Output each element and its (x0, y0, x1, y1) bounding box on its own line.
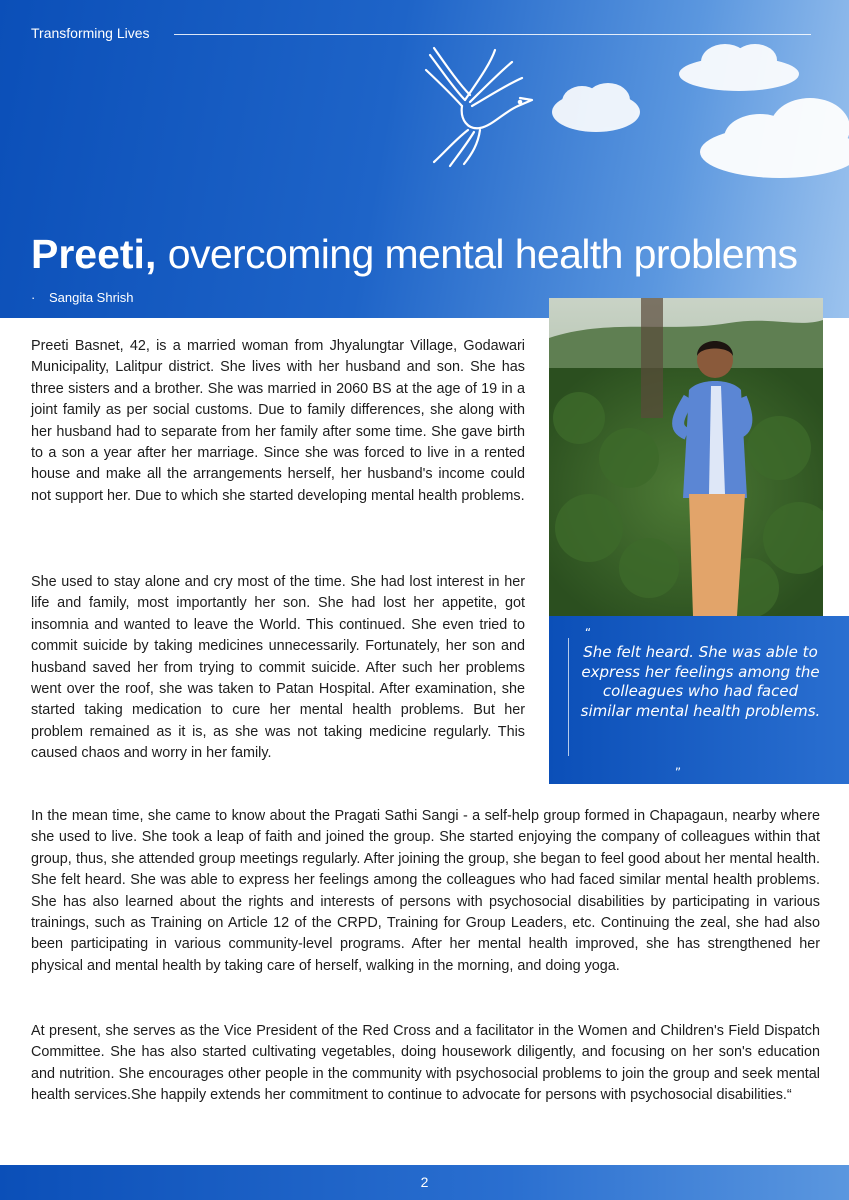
quote-text: She felt heard. She was able to express her feelings among the colleagues who had faced similar mental health problems. (580, 643, 821, 720)
portrait-photo (549, 298, 823, 616)
body-paragraph: She used to stay alone and cry most of the time. She had lost interest in her life and family, most importantly her son. She had lost her appetite, got insomnia and wanted to leave the World. This continued. She even tried to commit suicide by taking medicines unnecessarily. Fortunately, her son and husband saved her from trying to commit suicide. After such her problems went over the roof, she was taken to Patan Hospital. After examination, she started taking medication to cure her mental health problems. But her problem remained as it is, as she was not taking medicine regularly. This caused chaos and worry in her family. (31, 574, 525, 762)
author-name: Sangita Shrish (48, 290, 134, 305)
header-banner (0, 0, 849, 318)
quote-open-icon: “ (584, 626, 592, 640)
pull-quote (549, 616, 849, 784)
cloud-icon (548, 80, 644, 138)
title-name: Preeti, (31, 231, 157, 277)
body-paragraph: Preeti Basnet, 42, is a married woman from Jhyalungtar Village, Godawari Municipality, Lalitpur district. She lives with her husband and son. She has three sisters and a brother. She was married in 2060 BS at the age of 19 in a joint family as per social customs. Due to family differences, she along with her husband had to separate from her family after some time. She gave birth to a son a year after her marriage. Since she was forced to live in a rented house and make all the arrangements herself, her husband's income could not support her. Due to which she started developing mental health problems. (31, 338, 525, 504)
byline (31, 290, 134, 305)
body-paragraph: At present, she serves as the Vice President of the Red Cross and a facilitator in the Women and Children's Field Dispatch Committee. She has also started cultivating vegetables, doing housework diligently, and focusing on her son's education and nutrition. She encourages other people in the community with psychosocial problems to join the group and seek mental health services.She happily extends her commitment to continue to advocate for persons with psychosocial disabilities.“ (31, 1023, 820, 1104)
quote-divider (568, 638, 569, 756)
header-divider (174, 34, 811, 35)
byline-bullet: · (31, 290, 36, 305)
body-paragraph: In the mean time, she came to know about the Pragati Sathi Sangi - a self-help group formed in Chapagaun, nearby where she used to live. She took a leap of faith and joined the group. She started enjoying the company of colleagues within that group, thus, she attended group meetings regularly. After joining the group, she began to feel good about her mental health. She felt heard. She was able to express her feelings among the colleagues who had faced similar mental health problems. She has also learned about the rights and interests of persons with psychosocial disabilities by participating in various trainings, such as Training on Article 12 of the CRPD, Training for Group Leaders, etc. Continuing the zeal, she had also been participating in various community-level programs. After her mental health improved, she has strengthened her physical and mental health by taking care of herself, walking in the morning, and doing yoga. (31, 808, 820, 974)
section-label: Transforming Lives (31, 25, 150, 41)
page-number: 2 (420, 1174, 429, 1190)
cloud-icon (675, 38, 803, 96)
quote-close-icon: „ (674, 758, 682, 772)
cloud-icon (690, 90, 849, 185)
title-subtitle: overcoming mental health problems (167, 231, 798, 277)
article-title (31, 226, 797, 282)
dove-icon (420, 40, 540, 170)
